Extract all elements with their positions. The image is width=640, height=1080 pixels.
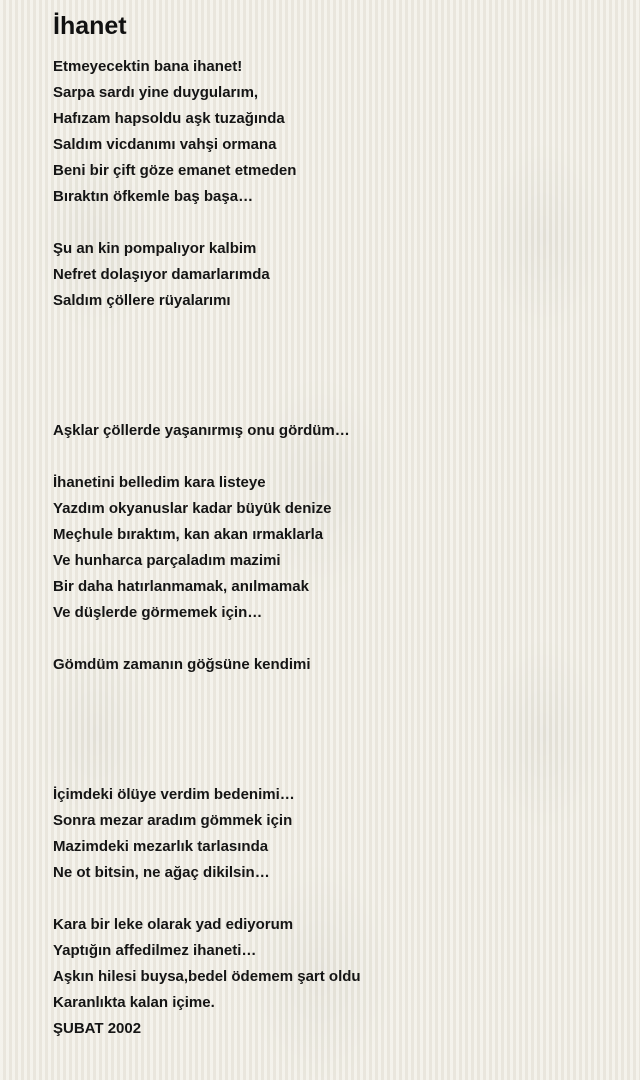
poem-line: Nefret dolaşıyor damarlarımda (53, 266, 270, 283)
poem-line: ŞUBAT 2002 (53, 1020, 142, 1037)
stanza-break (53, 210, 613, 236)
poem-page (53, 10, 613, 1042)
stanza-break (53, 886, 613, 912)
stanza-break (53, 340, 613, 366)
stanza-break (53, 756, 613, 782)
poem-line: Sarpa sardı yine duygularım, (53, 84, 259, 101)
poem-line: Mazimdeki mezarlık tarlasında (53, 838, 269, 855)
poem-title: İhanet (53, 12, 127, 40)
poem-line: Kara bir leke olarak yad ediyorum (53, 916, 294, 933)
stanza-break (53, 314, 613, 340)
poem-line: Şu an kin pompalıyor kalbim (53, 240, 257, 257)
poem-line: Yaptığın affedilmez ihaneti… (53, 942, 257, 959)
poem-line: Saldım çöllere rüyalarımı (53, 292, 231, 309)
poem-line: Ne ot bitsin, ne ağaç dikilsin… (53, 864, 270, 881)
poem-line: Sonra mezar aradım gömmek için (53, 812, 293, 829)
poem-line: Yazdım okyanuslar kadar büyük denize (53, 500, 332, 517)
poem-line: Aşklar çöllerde yaşanırmış onu gördüm… (53, 422, 350, 439)
poem-line: Bir daha hatırlanmamak, anılmamak (53, 578, 309, 595)
poem-line: İçimdeki ölüye verdim bedenimi… (53, 786, 295, 803)
stanza-break (53, 392, 613, 418)
stanza-break (53, 704, 613, 730)
poem-line: Aşkın hilesi buysa,bedel ödemem şart oldu (53, 968, 361, 985)
poem-line: Bıraktın öfkemle baş başa… (53, 188, 254, 205)
poem-line: Ve düşlerde görmemek için… (53, 604, 263, 621)
poem-line: Etmeyecektin bana ihanet! (53, 58, 243, 75)
stanza-break (53, 444, 613, 470)
poem-body (53, 54, 613, 1042)
poem-line: İhanetini belledim kara listeye (53, 474, 266, 491)
poem-line: Ve hunharca parçaladım mazimi (53, 552, 281, 569)
stanza-break (53, 730, 613, 756)
poem-line: Karanlıkta kalan içime. (53, 994, 215, 1011)
stanza-break (53, 626, 613, 652)
poem-line: Gömdüm zamanın göğsüne kendimi (53, 656, 311, 673)
poem-line: Saldım vicdanımı vahşi ormana (53, 136, 277, 153)
poem-line: Beni bir çift göze emanet etmeden (53, 162, 297, 179)
poem-line: Meçhule bıraktım, kan akan ırmaklarla (53, 526, 324, 543)
stanza-break (53, 678, 613, 704)
poem-line: Hafızam hapsoldu aşk tuzağında (53, 110, 285, 127)
stanza-break (53, 366, 613, 392)
